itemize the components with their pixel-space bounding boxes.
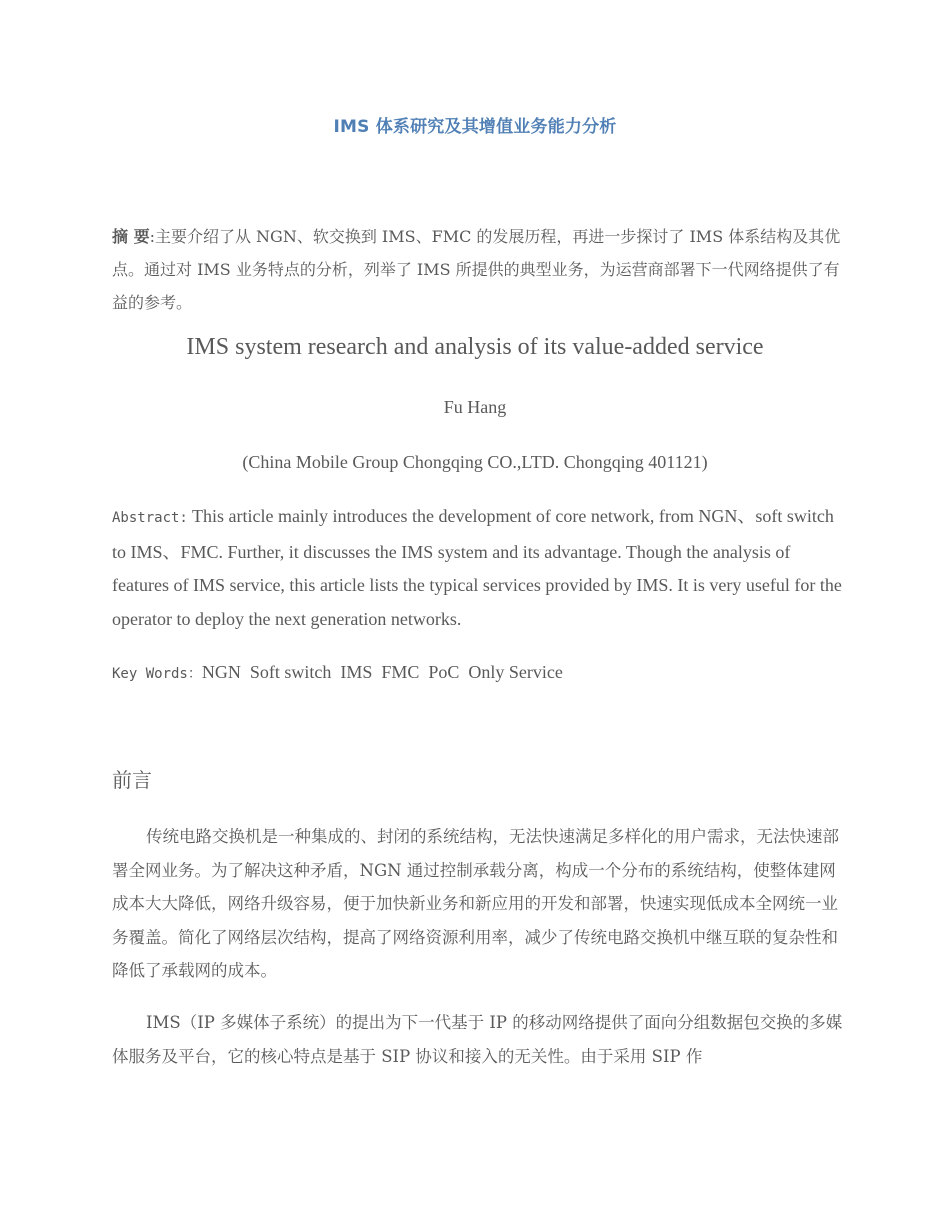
chinese-abstract-text: :主要介绍了从 NGN、软交换到 IMS、FMC 的发展历程，再进一步探讨了 IMS 体系结构及其优点。通过对 IMS 业务特点的分析，列举了 IMS 所提供的典型业务，为运营商部署下一代网络提供了有益的参考。 <box>112 227 841 312</box>
keywords-label: Key Words： <box>112 666 202 682</box>
english-abstract-label: Abstract: <box>112 510 188 526</box>
chinese-abstract-label: 摘 要 <box>112 227 150 246</box>
author-name: Fu Hang <box>443 397 507 417</box>
keywords <box>112 657 842 689</box>
english-abstract-text: This article mainly introduces the development of core network, from NGN、soft switch to IMS、FMC. Further, it discusses the IMS system and its advantage. Though the analysis of features of IMS service, this article lists the typical services provided by IMS. It is very useful for the operator to deploy the next generation networks. <box>112 506 842 629</box>
english-title: IMS system research and analysis of its value-added service <box>186 334 764 360</box>
body-paragraph: 传统电路交换机是一种集成的、封闭的系统结构，无法快速满足多样化的用户需求，无法快速部署全网业务。为了解决这种矛盾，NGN 通过控制承载分离，构成一个分布的系统结构，使整体建网成本大大降低，网络升级容易，便于加快新业务和新应用的开发和部署，快速实现低成本全网统一业务覆盖。简化了网络层次结构，提高了网络资源利用率，减少了传统电路交换机中继互联的复杂性和降低了承载网的成本。 <box>112 827 839 980</box>
body-paragraph: IMS（IP 多媒体子系统）的提出为下一代基于 IP 的移动网络提供了面向分组数据包交换的多媒体服务及平台，它的核心特点是基于 SIP 协议和接入的无关性。由于采用 SIP 作 <box>112 1013 843 1066</box>
english-abstract <box>112 500 842 636</box>
section-heading-preface: 前言 <box>112 768 152 792</box>
author-affiliation: (China Mobile Group Chongqing CO.,LTD. Chongqing 401121) <box>242 452 708 472</box>
chinese-title: IMS 体系研究及其增值业务能力分析 <box>333 117 617 137</box>
chinese-abstract <box>112 220 842 319</box>
keywords-text: NGN Soft switch IMS FMC PoC Only Service <box>201 662 563 682</box>
